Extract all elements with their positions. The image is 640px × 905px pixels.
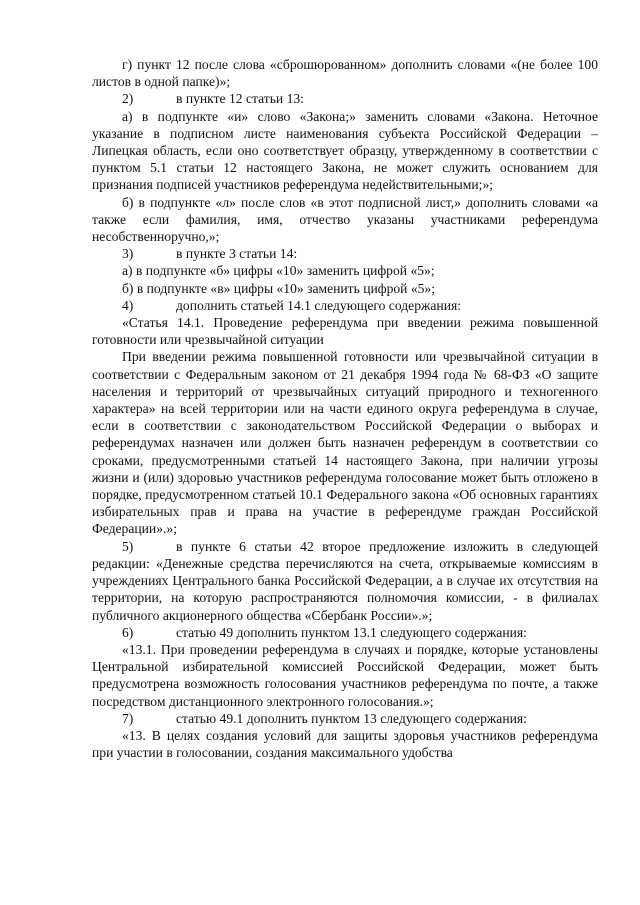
paragraph: б) в подпункте «в» цифры «10» заменить цифрой «5»; [122, 280, 436, 296]
paragraph: г) пункт 12 после слова «сброшюрованном» дополнить словами «(не более 100 листов в одной папке)»; [92, 57, 598, 90]
item-number: 5) [122, 538, 134, 554]
list-item [92, 624, 598, 641]
item-number: 3) [122, 246, 134, 262]
paragraph: «Статья 14.1. Проведение референдума при введении режима повышенной готовности или чрезвычайной ситуации [92, 315, 598, 348]
list-item [92, 90, 598, 107]
paragraph: «13. В целях создания условий для защиты здоровья участников референдума при участии в голосовании, создания максимального удобства [92, 727, 598, 761]
paragraph: а) в подпункте «б» цифры «10» заменить цифрой «5»; [122, 263, 435, 279]
paragraph: «13.1. При проведении референдума в случаях и порядке, которые установлены Центральной избирательной комиссией Российской Федерации, может быть предусмотрена возможность голосования участников референдума по почте, а также посредством дистанционного электронного голосования.»; [92, 641, 598, 709]
list-item [92, 297, 598, 314]
paragraph: а) в подпункте «и» слово «Закона;» заменить словами «Закона. Неточное указание в подписном листе наименования субъекта Российской Федерации – Липецкая область, если оно соответствует образцу, утвержденному в соответствии с пунктом 5.1 статьи 12 настоящего Закона, не может служить основанием для признания подписей участников референдума недействительными;»; [92, 108, 598, 193]
item-text: статью 49 дополнить пунктом 13.1 следующего содержания: [176, 624, 527, 640]
item-text: в пункте 3 статьи 14: [176, 246, 298, 262]
item-text: дополнить статьей 14.1 следующего содержания: [176, 297, 461, 313]
item-number: 4) [122, 297, 134, 313]
item-number: 2) [122, 91, 134, 107]
item-text: в пункте 12 статьи 13: [176, 91, 304, 107]
paragraph: б) в подпункте «л» после слов «в этот подписной лист,» дополнить словами «а также если фамилия, имя, отчество указаны участниками референдума несобственноручно,»; [92, 194, 598, 245]
item-number: 6) [122, 624, 134, 640]
document-page [92, 56, 598, 761]
item-text: статью 49.1 дополнить пунктом 13 следующего содержания: [176, 710, 527, 726]
list-item [92, 245, 598, 262]
list-item [92, 710, 598, 727]
paragraph: При введении режима повышенной готовности или чрезвычайной ситуации в соответствии с Федеральным законом от 21 декабря 1994 года № 68-ФЗ «О защите населения и территорий от чрезвычайных ситуаций природного и техногенного характера» на всей территории или на части единого округа референдума в случае, если в соответствии с законодательством Российской Федерации о выборах и референдумах назначен или должен быть назначен референдум в соответствии со сроками, предусмотренными статьей 14 настоящего Закона, при наличии угрозы жизни и (или) здоровью участников референдума голосование может быть отложено в порядке, предусмотренном статьей 10.1 Федерального закона «Об основных гарантиях избирательных прав и права на участие в референдуме граждан Российской Федерации».»; [92, 349, 598, 537]
item-text: в пункте 6 статьи 42 второе предложение изложить в следующей редакции: «Денежные средства перечисляются на счета, открываемые комиссиям в учреждениях Центрального банка Российской Федерации, а в случае их отсутствия на территории, на которую распространяются полномочия комиссии, - в филиалах публичного акционерного общества «Сбербанк России».»; [92, 538, 598, 623]
item-number: 7) [122, 710, 134, 726]
list-item-paragraph [92, 538, 598, 624]
